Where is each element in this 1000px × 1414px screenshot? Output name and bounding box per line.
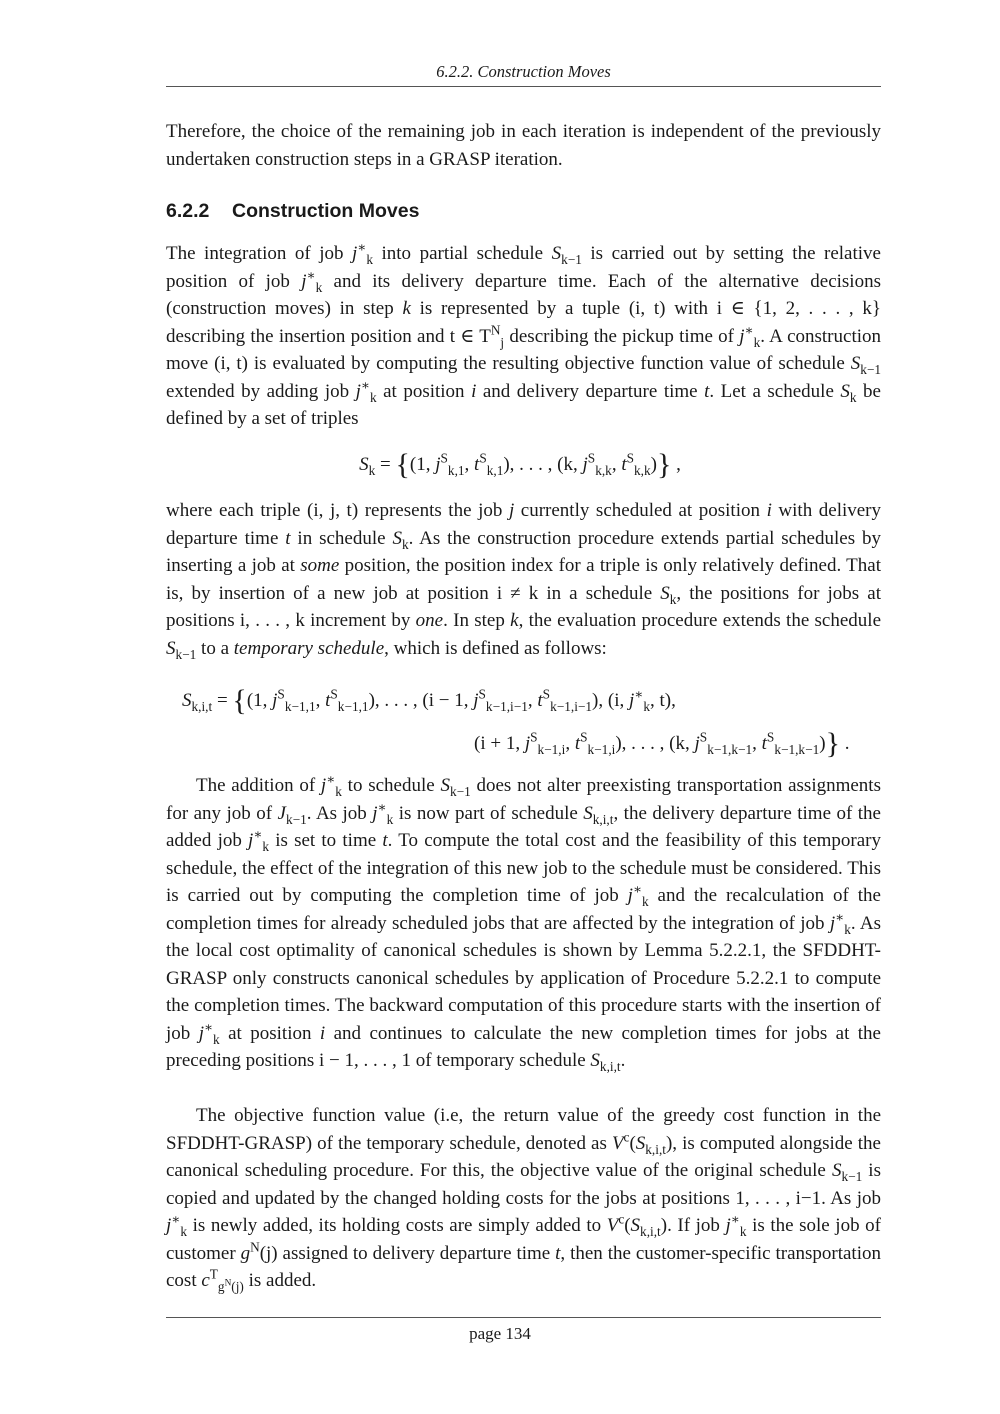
paragraph-4: The objective function value (i.e, the return value of the greedy cost function in the SFDDHT-GRASP) of the temporary schedule, denoted as $V^c(S_{k,i,t})$, is computed alongside the canonical scheduling procedure. For this, the objective value of the original schedule $S_{k-1}$ is copied and updated by the changed holding costs for the jobs at positions 1, . . . , i−1. As job $j^∗_k$ is newly added, its holding costs are simply added to $V^c(S_{k,i,t})$. If job $j^∗_k$ is the sole job of customer $g^N(j)$ assigned to delivery departure time t, then the customer-specific transportation cost $c^T_{g^N(j)}$ is added.	[166, 1105, 882, 1294]
running-header: 6.2.2. Construction Moves	[436, 62, 611, 81]
paragraph-2: where each triple (i, j, t) represents the job j currently scheduled at position i with delivery departure time t in schedule $S_k$. As the construction procedure extends partial schedules by inserting a job at some position, the position index for a triple is only relatively defined. That is, by insertion of a new job at position i ≠ k in a schedule $S_k$, the positions for jobs at positions i, . . . , k increment by one. In step k, the evaluation procedure extends the schedule $S_{k-1}$ to a temporary schedule, which is defined as follows:	[166, 500, 882, 662]
section-title: Construction Moves	[232, 200, 420, 222]
page-number: page 134	[469, 1324, 531, 1343]
equation-temporary-schedule-line-1: $S_{k,i,t} = \{(1$, $j^S_{k-1,1}$, $t^S_{k-1,1}$), . . . , (i − 1, $j^S_{k-1,i-1}$, $t^S_{k-1,i-1}$), (i, $j^∗_k$, t),	[182, 684, 676, 717]
header-rule	[166, 86, 881, 87]
footer-rule	[166, 1317, 881, 1318]
section-number: 6.2.2	[166, 200, 210, 222]
equation-temporary-schedule-line-2: (i + 1, $j^S_{k-1,i}$, $t^S_{k-1,i}$), . . . , (k, $j^S_{k-1,k-1}$, $t^S_{k-1,k-1}$)} .	[474, 727, 850, 760]
section-heading	[166, 200, 419, 223]
equation-schedule-definition: $S_k = \{(1$, $j^S_{k,1}$, $t^S_{k,1}$), . . . , (k, $j^S_{k,k}$, $t^S_{k,k}$)} ,	[359, 448, 681, 481]
paragraph-1: The integration of job $j^∗_k$ into partial schedule $S_{k-1}$ is carried out by setting the relative position of job $j^∗_k$ and its delivery departure time. Each of the alternative decisions (construction moves) in step k is represented by a tuple (i, t) with i ∈ {1, 2, . . . , k} describing the insertion position and t ∈ $T^N_j$ describing the pickup time of $j^∗_k$. A construction move (i, t) is evaluated by computing the resulting objective function value of schedule $S_{k-1}$ extended by adding job $j^∗_k$ at position i and delivery departure time t. Let a schedule $S_k$ be defined by a set of triples	[166, 239, 882, 429]
intro-paragraph: Therefore, the choice of the remaining job in each iteration is independent of the previously undertaken construction steps in a GRASP iteration.	[166, 121, 881, 170]
paragraph-3: The addition of $j^∗_k$ to schedule $S_{k-1}$ does not alter preexisting transportation assignments for any job of $J_{k-1}$. As job $j^∗_k$ is now part of schedule $S_{k,i,t}$, the delivery departure time of the added job $j^∗_k$ is set to time t. To compute the total cost and the feasibility of this temporary schedule, the effect of the integration of this new job to the schedule must be considered. This is carried out by computing the completion time of job $j^∗_k$ and the recalculation of the completion times for already scheduled jobs that are affected by the integration of job $j^∗_k$. As the local cost optimality of canonical schedules is shown by Lemma 5.2.2.1, the SFDDHT-GRASP only constructs canonical schedules by application of Procedure 5.2.2.1 to compute the completion times. The backward computation of this procedure starts with the insertion of job $j^∗_k$ at position i and continues to calculate the new completion times for jobs at the preceding positions i − 1, . . . , 1 of temporary schedule $S_{k,i,t}$.	[166, 771, 881, 1074]
